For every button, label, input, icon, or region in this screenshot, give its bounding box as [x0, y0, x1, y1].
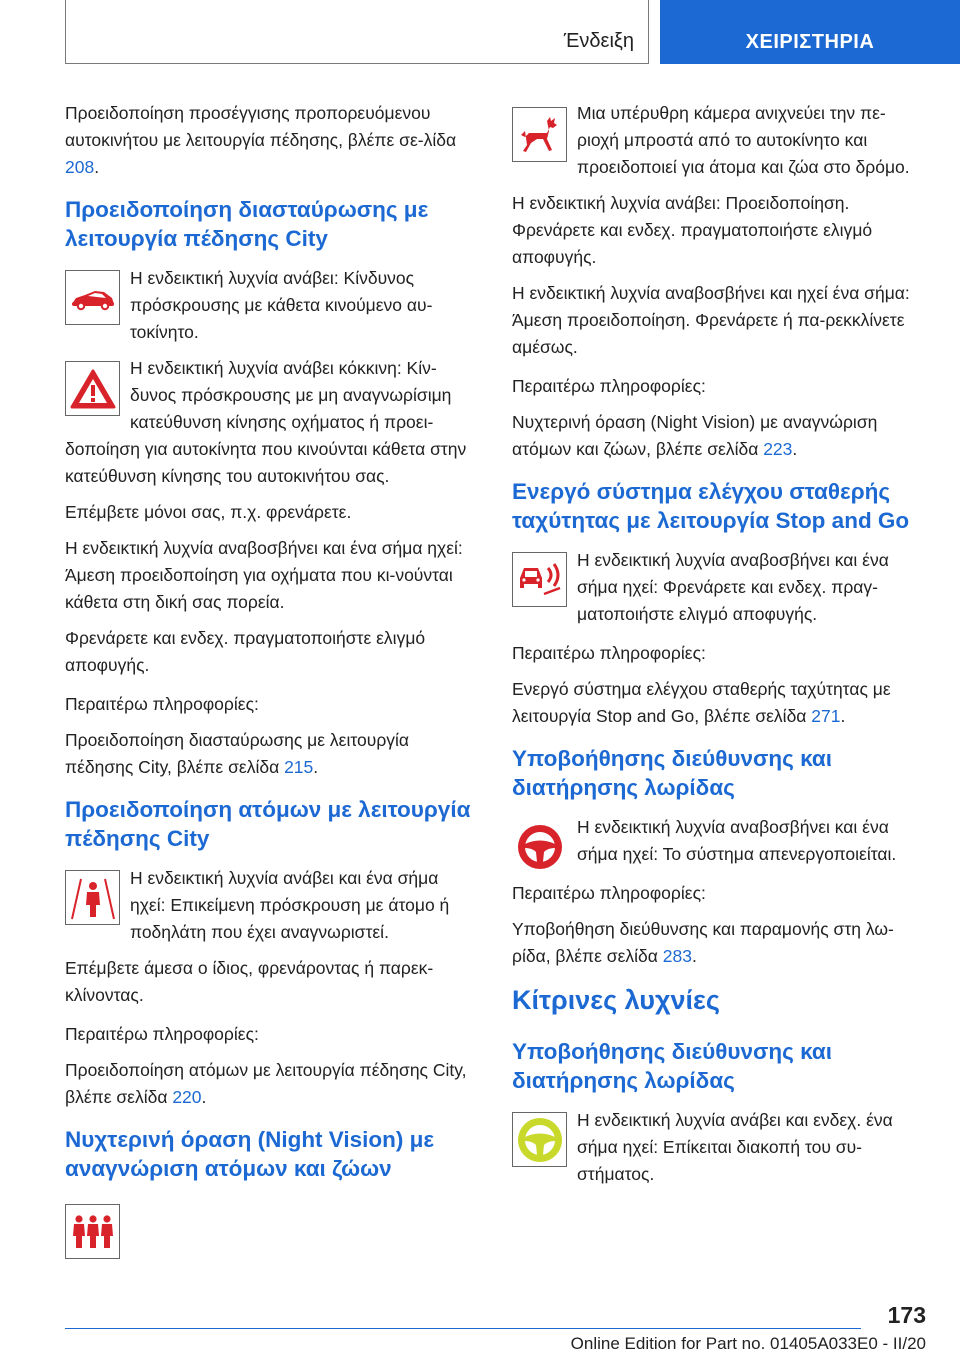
crossing-p5: Φρενάρετε και ενδεχ. πραγματοποιήστε ελιγμό αποφυγής.: [65, 628, 426, 675]
page-link-220[interactable]: 220: [172, 1087, 202, 1107]
crossing-p1: Η ενδεικτική λυχνία ανάβει: Κίνδυνος πρόσκρουσης με κάθετα κινούμενο αυ-τοκίνητο.: [130, 268, 433, 342]
heading-person-warning: Προειδοποίηση ατόμων με λειτουργία πέδησης City: [65, 797, 471, 851]
heading-crossing-warning: Προειδοποίηση διασταύρωσης με λειτουργία πέδησης City: [65, 197, 429, 251]
footer-edition: Online Edition for Part no. 01405A033E0 - II/20: [570, 1334, 926, 1353]
nv-ref: Νυχτερινή όραση (Night Vision) με αναγνώριση ατόμων και ζώων, βλέπε σελίδα 223.: [512, 412, 878, 459]
page-link-271[interactable]: 271: [811, 706, 841, 726]
crossing-p4: Η ενδεικτική λυχνία αναβοσβήνει και ένα σήμα ηχεί: Άμεση προειδοποίηση για οχήματα που κι-νούνται κάθετα στη δική σας πορεία.: [65, 538, 463, 612]
heading-lane-keeping-yellow: Υποβοήθησης διεύθυνσης και διατήρησης λωρίδας: [512, 1039, 832, 1093]
page-link-215[interactable]: 215: [284, 757, 314, 777]
warning-triangle-icon: [65, 361, 120, 416]
persons-icon: [65, 1204, 120, 1259]
right-column: [512, 100, 926, 1197]
page-link-208[interactable]: 208: [65, 157, 95, 177]
page-link-223[interactable]: 223: [763, 439, 793, 459]
crossing-p3: Επέμβετε μόνοι σας, π.χ. φρενάρετε.: [65, 502, 352, 522]
page-link-283[interactable]: 283: [662, 946, 692, 966]
acc-ref: Ενεργό σύστημα ελέγχου σταθερής ταχύτητας με λειτουργία Stop and Go, βλέπε σελίδα 271.: [512, 679, 891, 726]
steering-wheel-red-icon: [512, 819, 567, 874]
intro-paragraph: Προειδοποίηση προσέγγισης προπορευόμενου αυτοκινήτου με λειτουργία πέδησης, βλέπε σε-λίδα 208.: [65, 103, 457, 177]
steering-wheel-yellow-icon: [512, 1112, 567, 1167]
car-distance-icon: [512, 552, 567, 607]
nv-more: Περαιτέρω πληροφορίες:: [512, 376, 706, 396]
acc-more: Περαιτέρω πληροφορίες:: [512, 643, 706, 663]
heading-lane-keeping-red: Υποβοήθησης διεύθυνσης και διατήρησης λωρίδας: [512, 746, 832, 800]
header-chapter-label: ΧΕΙΡΙΣΤΗΡΙΑ: [745, 31, 875, 53]
nv-p1: Μια υπέρυθρη κάμερα ανιχνεύει την πε-ριοχή μπροστά από το αυτοκίνητο και προειδοποιεί για άτομα και ζώα στο δρόμο.: [577, 103, 910, 177]
crossing-p2: Η ενδεικτική λυχνία ανάβει κόκκινη: Κίν-δυνος πρόσκρουσης με μη αναγνωρίσιμη κατεύθυνση κίνησης οχήματος ή προει-δοποίηση για αυτοκίνητα που κινούνται κάθετα στην κατεύθυνση κίνησης του αυτοκινήτου σας.: [65, 358, 467, 486]
left-column: [65, 100, 477, 1265]
person-p1: Η ενδεικτική λυχνία ανάβει και ένα σήμα ηχεί: Επικείμενη πρόσκρουση με άτομο ή ποδηλάτη που έχει αναγνωριστεί.: [130, 868, 450, 942]
footer-divider: [65, 1328, 861, 1329]
page-number: 173: [887, 1302, 926, 1328]
heading-night-vision: Νυχτερινή όραση (Night Vision) με αναγνώριση ατόμων και ζώων: [65, 1127, 435, 1181]
crossing-ref: Προειδοποίηση διασταύρωσης με λειτουργία πέδησης City, βλέπε σελίδα 215.: [65, 730, 410, 777]
crossing-more: Περαιτέρω πληροφορίες:: [65, 694, 259, 714]
person-p2: Επέμβετε άμεσα ο ίδιος, φρενάροντας ή παρεκ-κλίνοντας.: [65, 958, 434, 1005]
deer-icon: [512, 107, 567, 162]
header-section-label: Ένδειξη: [563, 30, 634, 52]
nv-p3: Η ενδεικτική λυχνία αναβοσβήνει και ηχεί ένα σήμα: Άμεση προειδοποίηση. Φρενάρετε ή πα-ρεκκλίνετε αμέσως.: [512, 283, 910, 357]
heading-acc-stop-go: Ενεργό σύστημα ελέγχου σταθερής ταχύτητας με λειτουργία Stop and Go: [512, 479, 910, 533]
person-more: Περαιτέρω πληροφορίες:: [65, 1024, 259, 1044]
header-chapter-tab[interactable]: [660, 0, 960, 64]
pedestrian-cyclist-icon: [65, 870, 120, 925]
car-crossing-icon: [65, 270, 120, 325]
heading-yellow-lamps: Κίτρινες λυχνίες: [512, 985, 720, 1015]
acc-p1: Η ενδεικτική λυχνία αναβοσβήνει και ένα σήμα ηχεί: Φρενάρετε και ενδεχ. πραγ-ματοποιήστε ελιγμό αποφυγής.: [577, 550, 889, 624]
header-section-tab: [65, 0, 649, 64]
lane-red-p1: Η ενδεικτική λυχνία αναβοσβήνει και ένα σήμα ηχεί: Το σύστημα απενεργοποιείται.: [577, 817, 897, 864]
lane-red-more: Περαιτέρω πληροφορίες:: [512, 883, 706, 903]
lane-red-ref: Υποβοήθηση διεύθυνσης και παραμονής στη λω-ρίδα, βλέπε σελίδα 283.: [512, 919, 894, 966]
person-ref: Προειδοποίηση ατόμων με λειτουργία πέδησης City, βλέπε σελίδα 220.: [65, 1060, 467, 1107]
nv-p2: Η ενδεικτική λυχνία ανάβει: Προειδοποίηση. Φρενάρετε και ενδεχ. πραγματοποιήστε ελιγμό αποφυγής.: [512, 193, 873, 267]
lane-yellow-p1: Η ενδεικτική λυχνία ανάβει και ενδεχ. ένα σήμα ηχεί: Επίκειται διακοπή του συ-στήματος.: [577, 1110, 893, 1184]
